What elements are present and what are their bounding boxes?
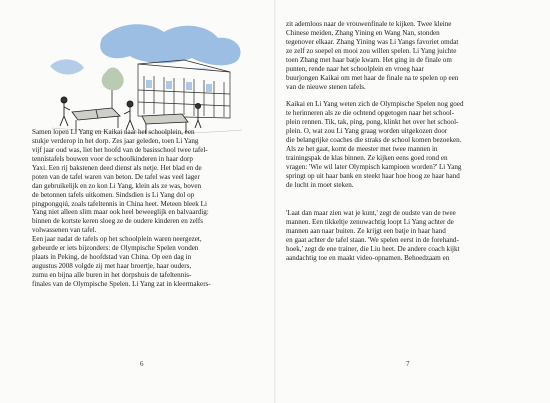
- text-line: mannen. Een tikkeltje zenuwachtig loopt Li Yang achter de: [286, 217, 454, 226]
- text-line: vijf jaar oud was, liet het hoofd van de basisschool twee tafel-: [32, 145, 208, 154]
- text-line: Kaikai en Li Yang weten zich de Olympische Spelen nog goed: [286, 100, 464, 109]
- text-line: van de nieuwe stenen tafels.: [286, 82, 366, 91]
- text-line: springt op uit haar bank en steekt haar hoe hoog ze haar hand: [286, 171, 460, 180]
- text-line: de betonnen tafels uitkomen. Sindsdien is Li Yang dol op: [32, 190, 195, 199]
- text-line: volwassenen van tafel.: [32, 226, 97, 235]
- text-line: stukje verderop in het dorp. Zes jaar geleden, toen Li Yang: [32, 136, 199, 145]
- text-line: finales van de Olympische Spelen. Li Yang zat in kleermakers-: [32, 279, 211, 288]
- text-line: aandachtig toe en maakt video-opnamen. Behoedzaam en: [286, 253, 450, 262]
- text-line: 'Laat dan maar zien wat je kunt,' zegt de oudste van de twee: [286, 208, 456, 217]
- right-page-text: [286, 20, 511, 262]
- text-line: plein rennen. Tik, tak, ping, pong, klinkt het over het school-: [286, 118, 459, 127]
- text-line: mannen aan naar buiten. Ze krijgt een batje in haar hand: [286, 226, 446, 235]
- paragraph-gap: [286, 92, 511, 101]
- page-number: 6: [140, 360, 144, 368]
- schoolyard-illustration: [42, 20, 250, 138]
- text-line: vragen: 'Wie wil later Olympisch kampioen worden?' Li Yang: [286, 163, 462, 171]
- left-page-text: [32, 128, 264, 289]
- text-line: toen Zhang met haar batje kwam. Het ging in de finale om: [286, 55, 452, 64]
- text-line: de lucht in moet steken.: [286, 180, 354, 189]
- text-line: trainingspak de klas binnen. Ze kijken eens goed rond en: [286, 154, 448, 163]
- text-line: hoek,' zegt de ene trainer, die Liu heet. De andere coach kijkt: [286, 244, 460, 253]
- text-line: Chinese meiden, Zhang Yining en Wang Nan, stonden: [286, 28, 440, 37]
- text-line: Yaxi. Een rij bakstenen deed dienst als netje. Het blad en de: [32, 163, 202, 172]
- text-line: Als ze het gaat, komt de meester met twee mannen in: [286, 145, 438, 154]
- text-line: plein. O, wat zou Li Yang graag worden uitgekozen door: [286, 127, 448, 136]
- text-line: tegenover elkaar. Zhang Yining was Li Yangs favoriet omdat: [286, 37, 459, 46]
- text-line: poten van de tafel waren van beton. De tafel was veel lager: [32, 172, 200, 181]
- text-line: te herinneren als ze die ochtend opgetogen naar het school-: [286, 109, 455, 118]
- text-line: gebeurde er iets bijzonders: de Olympische Spelen vonden: [32, 244, 199, 253]
- text-line: punten, rende naar het schoolplein en vroeg haar: [286, 64, 424, 73]
- text-line: pingpongqiú, zoals tafeltennis in China heet. Meteen bleek Li: [32, 199, 207, 208]
- text-line: dan gebruikelijk en zo kon Li Yang, klein als ze was, boven: [32, 181, 202, 190]
- text-line: Een jaar nadat de tafels op het schoolplein waren neergezet,: [32, 235, 202, 244]
- text-line: plaats in Peking, de hoofdstad van China. Op een dag in: [32, 253, 192, 262]
- paragraph-gap: [286, 190, 511, 209]
- page-number: 7: [406, 360, 410, 368]
- text-line: die belangrijke coaches die straks de school komen bezoeken.: [286, 136, 462, 145]
- text-line: en gaat achter de tafel staan. 'We spelen eerst in de forehand-: [286, 235, 459, 244]
- text-line: augustus 2008 volgde zij met haar broertje, haar ouders,: [32, 262, 192, 271]
- text-line: Samen lopen Li Yang en Kaikai naar het schoolplein, een: [32, 128, 195, 136]
- text-line: Yang niet alleen slim maar ook heel beweeglijk en balvaardig:: [32, 208, 209, 217]
- text-line: zumu en bijna alle buren in het dorpshuis de tafeltennis-: [32, 271, 192, 279]
- text-line: zit ademloos naar de vrouwenfinale te kijken. Twee kleine: [286, 20, 452, 28]
- text-line: buurjongen Kaikai om met haar de finale na te spelen op een: [286, 73, 459, 82]
- text-line: ze zelf zo soepel en mooi zou willen spelen. Li Yang juichte: [286, 46, 457, 55]
- text-line: tennistafels bouwen voor de schoolkinderen in haar dorp: [32, 154, 193, 163]
- text-line: binnen de kortste keren sloeg ze de oudere kinderen en zelfs: [32, 217, 203, 226]
